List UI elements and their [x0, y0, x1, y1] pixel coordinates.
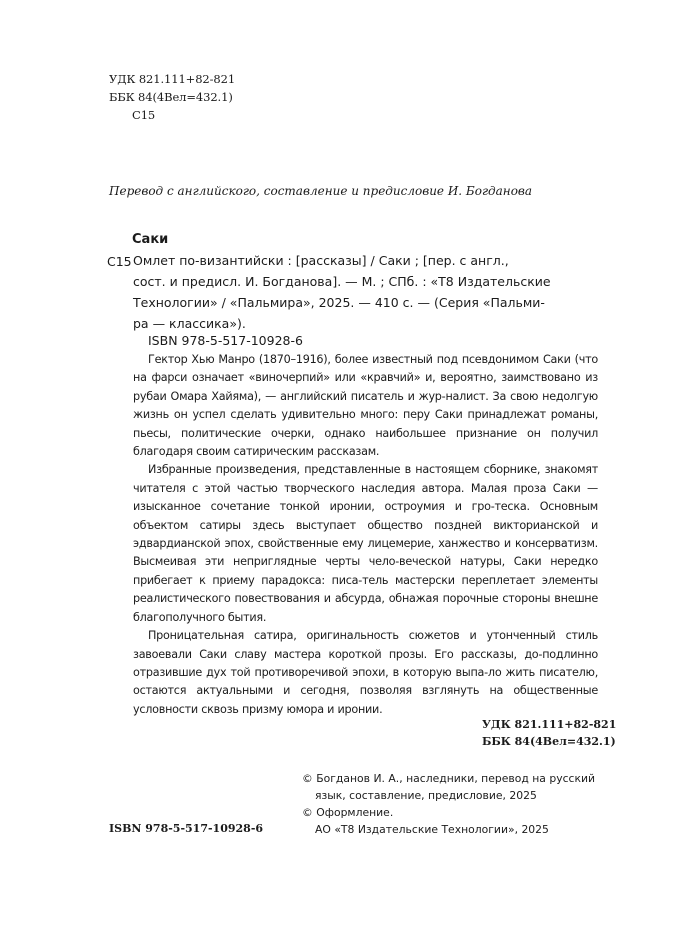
annotation-line: теска. Основным объектом сатиры здесь выступает общество поздней — [133, 500, 598, 532]
classification-block-bottom — [482, 716, 616, 750]
copyright-line: © Богданов И. А., наследники, перевод на русский — [302, 772, 596, 785]
copyright-line: АО «Т8 Издательские Технологии», 2025 — [315, 823, 549, 836]
annotation-line: Избранные произведения, представленные в настоящем сборнике, — [148, 463, 541, 477]
bibliographic-description — [133, 250, 598, 334]
isbn-main: ISBN 978-5-517-10928-6 — [148, 333, 303, 348]
copyright-line: язык, составление, предисловие, 2025 — [315, 789, 537, 802]
annotation-line: на общественные условности сквозь призму юмора и иронии. — [133, 684, 598, 716]
annotation-line: тель мастерски переплетает элементы реалистического повествования — [133, 573, 599, 606]
biblio-line: сост. и предисл. И. Богданова]. — М. ; СПб. : «Т8 Издательские — [133, 274, 551, 289]
annotation-line: и абсурда, обнажая порочные стороны внешне благополучного бытия. — [133, 592, 599, 624]
classification-block-top — [109, 70, 235, 124]
bbk-code-bottom: ББК 84(4Вел=432.1) — [482, 735, 616, 748]
annotation-line: викторианской и эдвардианской эпох, свойственные ему лицемерие, — [133, 518, 598, 551]
author-heading: Саки — [132, 232, 169, 247]
annotation-paragraph-1 — [133, 351, 598, 461]
annotation-line: ханжество и консерватизм. Высмеивая эти неприглядные черты чело- — [133, 537, 598, 569]
annotation-line: веческой натуры, Саки нередко прибегает к приему парадокса: писа- — [133, 555, 598, 587]
annotation-line: налист. За свою недолгую жизнь он успел сделать удивительно много: — [133, 389, 598, 422]
annotation-line: ло жить писателю, остаются актуальными и сегодня, позволяя взглянуть — [133, 665, 598, 698]
annotation-line: подлинно отразившие дух той противоречивой эпохи, в которую выпа- — [133, 647, 598, 679]
udk-code: УДК 821.111+82-821 — [109, 72, 236, 86]
copyright-block — [302, 770, 622, 838]
annotation-line: Проницательная сатира, оригинальность сюжетов и утонченный — [148, 629, 556, 643]
annotation-paragraph-2 — [133, 461, 598, 627]
translator-note: Перевод с английского, составление и предисловие И. Богданова — [109, 184, 533, 198]
annotation — [133, 351, 598, 719]
bbk-code: ББК 84(4Вел=432.1) — [109, 90, 233, 104]
isbn-bottom: ISBN 978-5-517-10928-6 — [109, 822, 264, 835]
annotation-line: Гектор Хью Манро (1870–1916), более известный под псевдонимом — [148, 353, 539, 366]
annotation-line: рассказам. — [317, 445, 380, 459]
annotation-paragraph-3 — [133, 627, 598, 719]
annotation-line: стиль завоевали Саки славу мастера короткой прозы. Его рассказы, до- — [133, 629, 598, 661]
biblio-line: ра — классика»). — [133, 316, 246, 331]
annotation-line: наибольшее признание он получил благодаря своим сатирическим — [133, 426, 598, 459]
annotation-line: заимствовано из рубаи Омара Хайяма), — английский писатель и жур- — [133, 371, 598, 403]
author-mark: С15 — [132, 108, 156, 122]
biblio-line: Технологии» / «Пальмира», 2025. — 410 с. — (Серия «Пальми- — [133, 295, 545, 310]
annotation-line: знакомят читателя с этой частью творческого наследия автора. Малая — [133, 463, 599, 495]
annotation-line: проза Саки — изысканное сочетание тонкой иронии, остроумия и гро- — [133, 481, 598, 514]
annotation-line: Саки (что на фарси означает «виночерпий» или «кравчий» и, вероятно, — [133, 353, 598, 385]
biblio-line: Омлет по-византийски : [рассказы] / Саки ; [пер. с англ., — [133, 253, 509, 268]
author-code: С15 — [107, 254, 132, 269]
udk-code-bottom: УДК 821.111+82-821 — [482, 718, 617, 731]
copyright-line: © Оформление. — [302, 806, 394, 819]
annotation-line: перу Саки принадлежат романы, пьесы, политические очерки, однако — [133, 408, 598, 440]
